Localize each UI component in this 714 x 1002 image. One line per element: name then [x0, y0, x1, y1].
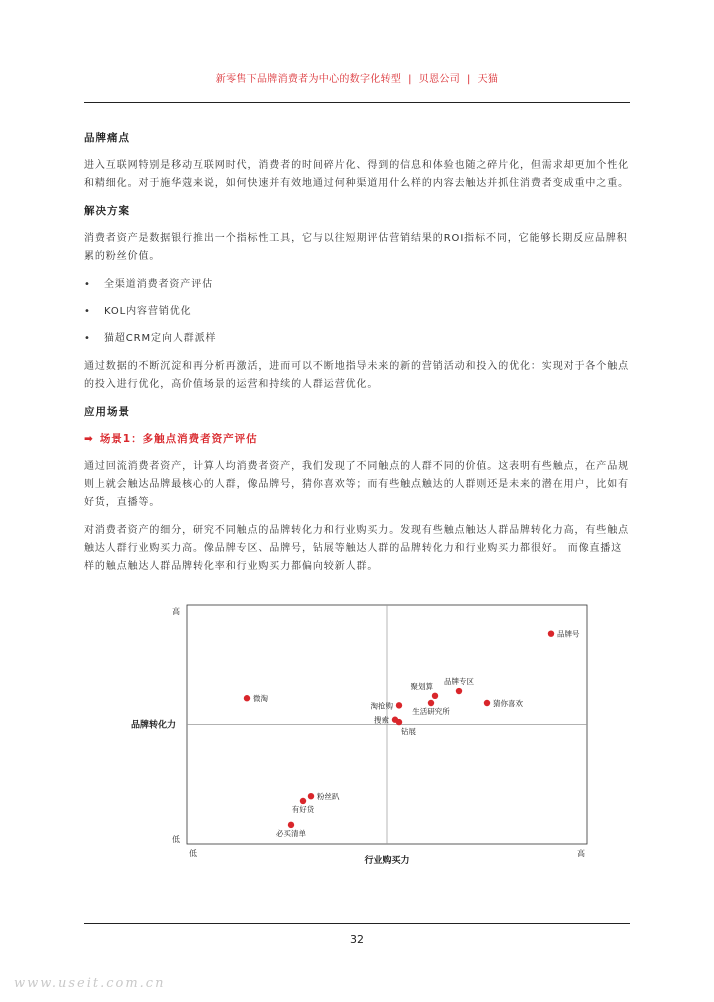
optimize-paragraph: 通过数据的不断沉淀和再分析再激活，进而可以不断地指导未来的新的营销活动和投入的优化：实现对于各个触点的投入进行优化，高价值场景的运营和持续的人群运营优化。	[84, 361, 629, 390]
header-sep: |	[408, 74, 412, 85]
solution-list	[84, 276, 630, 348]
header-rule	[84, 102, 630, 103]
page-number: 32	[350, 933, 364, 946]
x-axis-low-label: 低	[189, 849, 197, 858]
scatter-point	[396, 719, 402, 725]
scene-heading	[84, 431, 630, 446]
list-item-text: KOL内容营销优化	[104, 306, 192, 317]
point-label: 有好货	[291, 804, 315, 814]
scene-paragraph-1: 通过回流消费者资产，计算人均消费者资产，我们发现了不同触点的人群不同的价值。这表明有些触点，在产品规则上就会触达品牌最核心的人群，像品牌号，猜你喜欢等；而有些触点触达的人群则还是未来的潜在用户，比如有好货，直播等。	[84, 461, 629, 508]
bullet-marker: •	[84, 279, 91, 290]
y-axis-title: 品牌转化力	[130, 720, 176, 731]
footer-rule	[84, 923, 630, 924]
point-label: 淘抢购	[370, 701, 393, 711]
section-heading-pain: 品牌痛点	[84, 132, 130, 144]
scatter-point	[308, 793, 314, 799]
list-item-text: 猫超CRM定向人群派样	[104, 333, 217, 344]
running-header	[84, 70, 630, 85]
list-item-text: 全渠道消费者资产评估	[104, 279, 213, 290]
scatter-point	[432, 693, 438, 699]
scene-paragraph-2: 对消费者资产的细分，研究不同触点的品牌转化力和行业购买力。发现有些触点触达人群品牌转化力高，有些触点触达人群行业购买力高。像品牌专区、品牌号，钻展等触达人群的品牌转化力和行业购买力都很好。 而像直播这样的触点触达人群品牌转化率和行业购买力都偏向较新人群。	[84, 525, 629, 572]
y-axis-high-label: 高	[172, 607, 180, 616]
point-label: 品牌号	[557, 629, 580, 639]
scatter-point	[456, 688, 462, 694]
watermark: www.useit.com.cn	[14, 976, 166, 991]
list-item	[84, 330, 630, 348]
pain-paragraph: 进入互联网特别是移动互联网时代，消费者的时间碎片化、得到的信息和体验也随之碎片化，但需求却更加个性化和精细化。对于施华蔻来说，如何快速并有效地通过何种渠道用什么样的内容去触达并抓住消费者变成重中之重。	[84, 160, 629, 189]
y-axis-low-label: 低	[172, 835, 180, 844]
section-heading-apply: 应用场景	[84, 406, 130, 418]
section-heading-solution: 解决方案	[84, 205, 130, 217]
points-layer	[244, 629, 580, 838]
point-label: 搜索	[374, 715, 389, 725]
header-title: 新零售下品牌消费者为中心的数字化转型	[215, 74, 402, 85]
point-label: 猜你喜欢	[493, 698, 523, 708]
list-item	[84, 303, 630, 321]
bullet-marker: •	[84, 333, 91, 344]
x-axis-high-label: 高	[577, 849, 585, 858]
point-label: 生活研究所	[412, 706, 450, 716]
point-label: 聚划算	[410, 681, 433, 691]
list-item	[84, 276, 630, 294]
scene-title: 场景1：多触点消费者资产评估	[99, 433, 258, 445]
point-label: 必买清单	[276, 828, 306, 838]
bullet-marker: •	[84, 306, 91, 317]
scatter-point	[288, 822, 294, 828]
chart-svg	[84, 598, 630, 870]
scatter-point	[300, 798, 306, 804]
point-label: 微淘	[253, 694, 268, 704]
x-axis-title: 行业购买力	[364, 856, 410, 866]
arrow-right-icon: ➡	[84, 433, 94, 445]
header-company: 贝恩公司	[418, 74, 460, 85]
scatter-point	[244, 695, 250, 701]
header-sep: |	[466, 74, 471, 85]
scatter-point	[396, 702, 402, 708]
point-label: 粉丝趴	[317, 792, 340, 802]
scatter-point	[548, 630, 554, 636]
solution-paragraph: 消费者资产是数据银行推出一个指标性工具，它与以往短期评估营销结果的ROI指标不同，它能够长期反应品牌积累的粉丝价值。	[84, 233, 628, 262]
scatter-point	[484, 700, 490, 706]
scatter-point	[428, 700, 434, 706]
page-body	[84, 130, 630, 586]
point-label: 钻展	[401, 727, 416, 737]
quadrant-chart	[84, 598, 630, 870]
point-label: 品牌专区	[444, 677, 474, 687]
header-partner: 天猫	[477, 74, 499, 85]
